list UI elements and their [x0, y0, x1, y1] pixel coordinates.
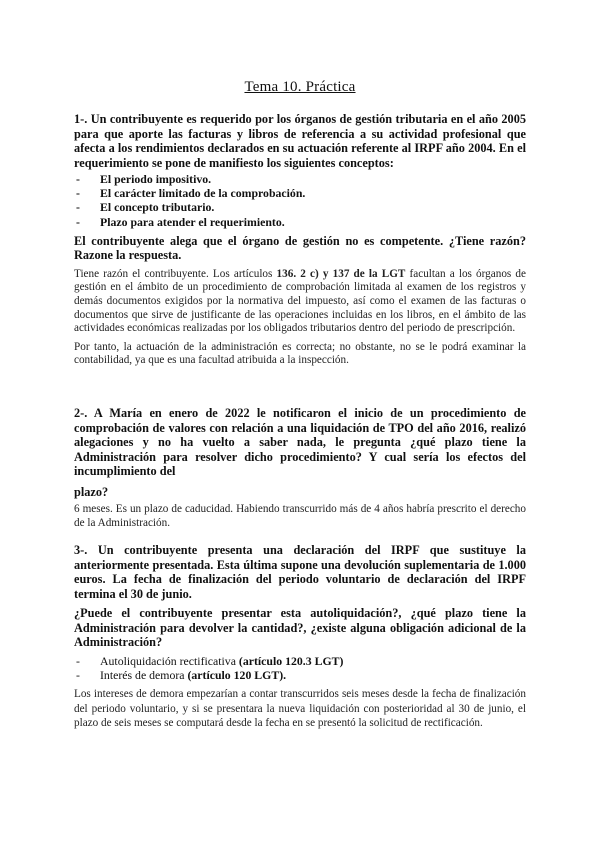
question-2-text-end: plazo? [74, 484, 109, 499]
list-item: - El periodo impositivo. [76, 172, 212, 186]
question-3-text: 3-. Un contribuyente presenta una declaración del IRPF que sustituye la anteriormente presentada. Esta última supone una devolución suplementaria de 1.000 euros. La fecha de finalización del periodo voluntario de declaración del IRPF termina el 30 de junio. [74, 543, 526, 601]
list-item: - Interés de demora (artículo 120 LGT). [76, 667, 287, 682]
question-3-section [74, 543, 526, 731]
question-1-section [74, 112, 526, 368]
question-1-prompt: El contribuyente alega que el órgano de gestión no es competente. ¿Tiene razón? Razone la respuesta. [74, 233, 526, 263]
question-1-list [74, 172, 526, 229]
question-2-text: 2-. A María en enero de 2022 le notificaron el inicio de un procedimiento de comprobación de valores con relación a una liquidación de TPO del año 2016, realizó alegaciones y no ha vuelto a saber nada, le pregunta ¿qué plazo tiene la Administración para resolver dicho procedimiento? Y cual sería los efectos del incumplimiento del [74, 406, 526, 478]
list-item: - El carácter limitado de la comprobación. [76, 186, 306, 201]
answer-3: Los intereses de demora empezarían a contar transcurridos seis meses desde la fecha de finalización del periodo voluntario, y si se presentara la nueva liquidación con posterioridad al 30 de junio, el plazo de seis meses se computará desde la fecha en se presentó la solicitud de rectificación. [74, 687, 526, 730]
question-2-section [74, 406, 526, 530]
page-title: Tema 10. Práctica [244, 79, 356, 95]
question-3-prompt: ¿Puede el contribuyente presentar esta autoliquidación?, ¿qué plazo tiene la Administración para devolver la cantidad?, ¿existe alguna obligación adicional de la Administración? [74, 606, 526, 649]
question-3-list [74, 654, 526, 682]
list-item: - Plazo para atender el requerimiento. [76, 214, 285, 229]
list-item: - El concepto tributario. [76, 200, 215, 215]
answer-1-paragraph-1: Tiene razón el contribuyente. Los artículos 136. 2 c) y 137 de la LGT facultan a los órganos de gestión en el ámbito de un procedimiento de comprobación limitada al examen de los registros y demás documentos exigidos por la normativa del impuesto, así como el examen de las facturas o documentos que sirve de justificante de las operaciones incluidas en los libros, en el ámbito de las actividades económicas realizadas por los obligados tributarios dentro del periodo de prescripción. [74, 267, 526, 335]
list-item: - Autoliquidación rectificativa (artículo 120.3 LGT) [76, 653, 344, 668]
answer-1-paragraph-2: Por tanto, la actuación de la administración es correcta; no obstante, no se le podrá examinar la contabilidad, ya que es una facultad atribuida a la inspección. [74, 340, 526, 367]
answer-2: 6 meses. Es un plazo de caducidad. Habiendo transcurrido más de 4 años habría prescrito el derecho de la Administración. [74, 503, 526, 529]
question-1-text: 1-. Un contribuyente es requerido por los órganos de gestión tributaria en el año 2005 para que aporte las facturas y libros de referencia a su actividad profesional que afecta a los rendimientos declarados en su actuación referente al IRPF año 2004. En el requerimiento se pone de manifiesto los siguientes conceptos: [74, 112, 526, 170]
